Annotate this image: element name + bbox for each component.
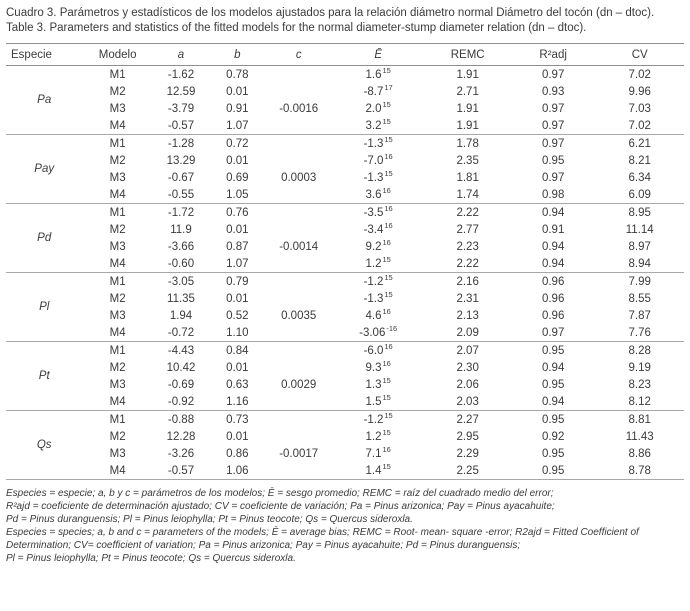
bias-exponent: 15 [382,375,391,385]
model-cell: M4 [109,395,126,408]
bias-exponent: 16 [384,341,393,351]
model-cell: M2 [109,223,126,236]
cv-cell: 8.95 [628,206,651,219]
footnotes [6,487,685,565]
b-cell: 0.79 [226,275,249,288]
remc-cell: 2.13 [456,309,479,322]
bias-exponent: 15 [384,410,393,420]
col-header-especie: Especie [11,49,52,61]
table-row [6,307,684,324]
c-cell [266,186,332,204]
model-cell: M2 [109,361,126,374]
c-cell [266,152,332,169]
bias-value: 4.6 [365,309,382,322]
remc-cell: 2.27 [456,413,479,426]
a-cell: -0.88 [167,413,195,426]
r2adj-cell: 0.97 [541,68,565,81]
bias-exponent: 16 [382,306,391,316]
table-row [6,411,684,429]
r2adj-cell: 0.95 [541,378,565,391]
cv-cell: 8.55 [628,292,651,305]
species-cell: Pa [37,94,52,106]
col-header-a: a [177,49,185,61]
r2adj-cell: 0.97 [541,171,565,184]
bias-cell [332,307,425,324]
bias-exponent: 16 [382,237,391,247]
species-group [6,204,684,273]
cv-cell: 8.23 [628,378,651,391]
bias-cell [332,342,425,360]
bias-cell [332,462,425,480]
model-cell: M2 [109,292,126,305]
a-cell: -0.57 [167,119,195,132]
bias-cell [332,428,425,445]
c-cell [266,83,332,100]
bias-value: 9.3 [365,361,382,374]
remc-cell: 1.81 [456,171,479,184]
a-cell: -0.57 [167,464,195,477]
bias-exponent: 15 [382,461,391,471]
model-cell: M3 [109,171,126,184]
r2adj-cell: 0.95 [541,464,565,477]
bias-exponent: 15 [382,65,391,75]
a-cell: 1.94 [169,309,193,322]
a-cell: 10.42 [166,361,196,374]
table-row [6,255,684,273]
cv-cell: 11.14 [625,223,654,236]
b-cell: 0.63 [226,378,249,391]
remc-cell: 2.95 [456,430,479,443]
r2adj-cell: 0.97 [541,326,565,339]
remc-cell: 2.31 [456,292,479,305]
remc-cell: 2.29 [456,447,479,460]
r2adj-cell: 0.93 [541,85,565,98]
table-row [6,169,684,186]
b-cell: 1.05 [226,188,249,201]
c-cell [266,411,332,429]
table-row [6,376,684,393]
c-cell: 0.0003 [281,171,317,184]
r2adj-cell: 0.91 [541,223,565,236]
bias-cell [332,204,425,222]
col-header-remc: REMC [450,49,485,61]
c-cell [266,324,332,342]
footnote-en-line: Pl = Pinus leiophylla; Pt = Pinus teocote; Qs = Quercus sideroxla. [6,553,296,564]
cv-cell: 6.21 [628,137,651,150]
bias-cell [332,83,425,100]
table-row [6,117,684,135]
bias-exponent: 17 [384,82,393,92]
model-cell: M2 [109,85,126,98]
bias-cell [332,221,425,238]
bias-cell [332,255,425,273]
r2adj-cell: 0.94 [541,361,565,374]
b-cell: 0.86 [226,447,249,460]
model-cell: M4 [109,464,126,477]
species-cell: Pay [34,163,55,175]
a-cell: -0.72 [167,326,195,339]
col-header-modelo: Modelo [98,49,137,61]
cv-cell: 8.81 [628,413,651,426]
remc-cell: 1.91 [456,102,479,115]
c-cell [266,359,332,376]
bias-cell [332,393,425,411]
remc-cell: 2.71 [456,85,479,98]
cv-cell: 9.19 [628,361,651,374]
model-cell: M4 [109,326,126,339]
table-row [6,204,684,222]
model-cell: M3 [109,240,126,253]
cv-cell: 8.94 [628,257,651,270]
c-cell [266,135,332,153]
table-row [6,273,684,291]
bias-cell [332,152,425,169]
model-cell: M1 [109,68,126,81]
b-cell: 0.52 [226,309,249,322]
a-cell: 12.28 [166,430,196,443]
b-cell: 1.16 [226,395,249,408]
table-row [6,221,684,238]
b-cell: 0.84 [226,344,249,357]
bias-cell [332,238,425,255]
bias-value: 1.3 [365,378,382,391]
b-cell: 0.78 [226,68,249,81]
table-row [6,238,684,255]
a-cell: -3.79 [167,102,195,115]
b-cell: 0.73 [226,413,249,426]
c-cell: 0.0029 [281,378,317,391]
b-cell: 1.06 [226,464,249,477]
b-cell: 0.69 [226,171,249,184]
species-cell: Qs [36,439,52,451]
model-cell: M3 [109,447,126,460]
bias-value: -8.7 [363,85,384,98]
b-cell: 0.01 [226,292,249,305]
a-cell: 11.35 [167,292,195,305]
table-row [6,445,684,462]
c-cell [266,273,332,291]
bias-value: 3.6 [365,188,382,201]
remc-cell: 2.77 [456,223,479,236]
cv-cell: 8.86 [628,447,651,460]
a-cell: -3.26 [167,447,195,460]
results-table [6,43,684,480]
b-cell: 0.87 [226,240,249,253]
r2adj-cell: 0.95 [541,413,565,426]
c-cell [266,428,332,445]
bias-value: 1.2 [365,257,382,270]
r2adj-cell: 0.96 [541,309,565,322]
bias-value: 9.2 [365,240,382,253]
bias-exponent: 15 [384,272,393,282]
table-row [6,462,684,480]
b-cell: 0.01 [226,223,249,236]
bias-value: 2.0 [365,102,382,115]
bias-cell [332,324,425,342]
footnote-es-line: R²ajd = coeficiente de determinación ajustado; CV = coeficiente de variación; Pa = Pinus arizonica; Pay = Pinus ayacahuite; [6,501,555,512]
bias-exponent: 15 [382,392,391,402]
bias-cell [332,376,425,393]
bias-exponent: 16 [382,185,391,195]
r2adj-cell: 0.95 [541,344,565,357]
bias-exponent: 15 [384,168,393,178]
model-cell: M3 [109,309,126,322]
a-cell: -1.72 [167,206,195,219]
bias-value: -7.0 [363,154,384,167]
a-cell: -0.92 [167,395,195,408]
bias-cell [332,186,425,204]
c-cell [266,221,332,238]
model-cell: M1 [109,137,126,150]
footnote-es-line: Especies = especie; a, b y c = parámetros de los modelos; Ē = sesgo promedio; REMC = raíz del cuadrado medio del error; [6,488,554,499]
remc-cell: 1.78 [456,137,479,150]
bias-exponent: 15 [382,99,391,109]
table-row [6,152,684,169]
a-cell: -1.62 [167,68,195,81]
remc-cell: 2.25 [456,464,479,477]
table-row [6,393,684,411]
cv-cell: 11.43 [625,430,654,443]
bias-exponent: 16 [382,444,391,454]
model-cell: M1 [109,344,126,357]
c-cell [266,290,332,307]
remc-cell: 2.35 [456,154,479,167]
a-cell: 12.59 [166,85,196,98]
r2adj-cell: 0.94 [541,395,565,408]
footnote-en-line: Determination; CV= coefficient of variation; Pa = Pinus arizonica; Pay = Pinus ayacahuite; Pd = Pinus duranguensis; [6,540,521,551]
cv-cell: 8.21 [628,154,651,167]
a-cell: -3.05 [167,275,195,288]
remc-cell: 2.03 [456,395,479,408]
cv-cell: 8.28 [628,344,651,357]
bias-cell [332,100,425,117]
model-cell: M1 [109,275,126,288]
cv-cell: 7.99 [628,275,651,288]
r2adj-cell: 0.98 [541,188,565,201]
bias-cell [332,290,425,307]
bias-cell [332,135,425,153]
a-cell: -0.55 [167,188,195,201]
remc-cell: 2.06 [456,378,479,391]
cv-cell: 8.97 [628,240,651,253]
model-cell: M4 [109,257,126,270]
c-cell [266,255,332,273]
bias-cell [332,117,425,135]
species-cell: Pl [39,301,50,313]
table-row [6,359,684,376]
model-cell: M1 [109,206,126,219]
species-group [6,342,684,411]
species-group [6,66,684,135]
model-cell: M4 [109,188,126,201]
col-header-b: b [234,49,241,61]
bias-cell [332,411,425,429]
bias-exponent: 16 [384,220,393,230]
species-cell: Pt [38,370,50,382]
bias-exponent: 15 [382,116,391,126]
bias-cell [332,445,425,462]
bias-value: 1.6 [365,68,382,81]
cv-cell: 6.34 [628,171,651,184]
r2adj-cell: 0.97 [541,119,565,132]
table-row [6,186,684,204]
r2adj-cell: 0.94 [541,257,565,270]
r2adj-cell: 0.97 [541,102,565,115]
cv-cell: 6.09 [628,188,651,201]
remc-cell: 2.22 [456,257,479,270]
r2adj-cell: 0.92 [541,430,565,443]
model-cell: M1 [109,413,126,426]
b-cell: 0.01 [226,85,249,98]
bias-exponent: 15 [382,427,391,437]
bias-value: 1.5 [365,395,382,408]
a-cell: -0.69 [167,378,195,391]
a-cell: -1.28 [167,137,195,150]
species-cell: Pd [37,232,52,244]
col-header-r2adj: R²adj [539,49,567,61]
cv-cell: 7.76 [628,326,651,339]
bias-value: -1.3 [363,171,384,184]
remc-cell: 2.09 [456,326,479,339]
caption-english: Table 3. Parameters and statistics of the fitted models for the normal diameter-stump diameter relation (dn – dtoc). [6,22,587,34]
bias-exponent: 16 [382,358,391,368]
species-group [6,135,684,204]
bias-exponent: 15 [382,254,391,264]
r2adj-cell: 0.94 [541,206,565,219]
b-cell: 0.01 [226,154,249,167]
b-cell: 0.01 [226,430,249,443]
table-row [6,135,684,153]
b-cell: 0.01 [226,361,249,374]
b-cell: 0.91 [226,102,249,115]
table-row [6,428,684,445]
a-cell: -0.67 [167,171,195,184]
bias-cell [332,273,425,291]
bias-exponent: 15 [384,134,393,144]
bias-exponent: 15 [384,289,393,299]
c-cell: -0.0017 [279,447,319,460]
bias-value: -3.5 [363,206,384,219]
cv-cell: 7.02 [628,68,651,81]
r2adj-cell: 0.96 [541,275,565,288]
caption-spanish: Cuadro 3. Parámetros y estadísticos de los modelos ajustados para la relación diámetro normal Diámetro del tocón (dn – dtoc). [6,7,655,19]
b-cell: 1.07 [226,119,249,132]
b-cell: 1.10 [226,326,249,339]
b-cell: 0.76 [226,206,249,219]
remc-cell: 1.74 [456,188,479,201]
bias-value: -1.3 [363,292,384,305]
cv-cell: 8.78 [628,464,651,477]
bias-value: -1.3 [363,137,384,150]
b-cell: 0.72 [226,137,249,150]
c-cell [266,342,332,360]
a-cell: 11.9 [170,223,192,236]
a-cell: 13.29 [166,154,196,167]
r2adj-cell: 0.95 [541,154,565,167]
c-cell [266,393,332,411]
table-row [6,66,684,84]
bias-value: -1.2 [363,413,384,426]
cv-cell: 7.02 [628,119,651,132]
cv-cell: 8.12 [628,395,651,408]
bias-value: 3.2 [365,119,382,132]
model-cell: M2 [109,430,126,443]
bias-exponent: 16 [384,203,393,213]
bias-exponent: -16 [386,323,398,333]
a-cell: -3.66 [167,240,195,253]
r2adj-cell: 0.94 [541,240,565,253]
remc-cell: 1.91 [456,119,479,132]
b-cell: 1.07 [226,257,249,270]
cv-cell: 7.87 [628,309,651,322]
table-row [6,324,684,342]
cv-cell: 7.03 [628,102,651,115]
col-header-bias: Ē [374,49,382,61]
species-group [6,273,684,342]
bias-value: -3.4 [363,223,384,236]
table-row [6,290,684,307]
bias-cell [332,359,425,376]
cv-cell: 9.96 [628,85,651,98]
bias-cell [332,169,425,186]
model-cell: M4 [109,119,126,132]
remc-cell: 2.23 [456,240,479,253]
footnote-es-line: Pd = Pinus duranguensis; Pl = Pinus leiophylla; Pt = Pinus teocote; Qs = Quercus sideroxla. [6,514,413,525]
col-header-c: c [295,49,302,61]
remc-cell: 2.30 [456,361,479,374]
remc-cell: 1.91 [456,68,479,81]
table-row [6,342,684,360]
model-cell: M2 [109,154,126,167]
c-cell [266,462,332,480]
c-cell: 0.0035 [281,309,317,322]
c-cell [266,66,332,84]
bias-exponent: 16 [384,151,393,161]
r2adj-cell: 0.96 [541,292,565,305]
bias-cell [332,66,425,84]
bias-value: 1.2 [365,430,382,443]
bias-value: 7.1 [365,447,382,460]
a-cell: -0.60 [167,257,195,270]
bias-value: 1.4 [365,464,382,477]
model-cell: M3 [109,102,126,115]
bias-value: -1.2 [363,275,384,288]
r2adj-cell: 0.95 [541,447,565,460]
footnote-en-line: Especies = species; a, b and c = parameters of the models; Ē = average bias; REMC = Root- mean- square -error; R2ajd = Fitted Coefficient of [6,527,639,538]
remc-cell: 2.16 [456,275,479,288]
remc-cell: 2.22 [456,206,479,219]
table-row [6,100,684,117]
species-group [6,411,684,480]
c-cell [266,204,332,222]
c-cell: -0.0016 [279,102,319,115]
col-header-cv: CV [631,49,648,61]
a-cell: -4.43 [167,344,195,357]
remc-cell: 2.07 [456,344,479,357]
model-cell: M3 [109,378,126,391]
r2adj-cell: 0.97 [541,137,565,150]
c-cell [266,117,332,135]
table-header [6,44,684,66]
bias-value: -6.0 [363,344,384,357]
c-cell: -0.0014 [279,240,319,253]
table-caption [6,6,685,36]
table-row [6,83,684,100]
bias-value: -3.06 [359,326,386,339]
